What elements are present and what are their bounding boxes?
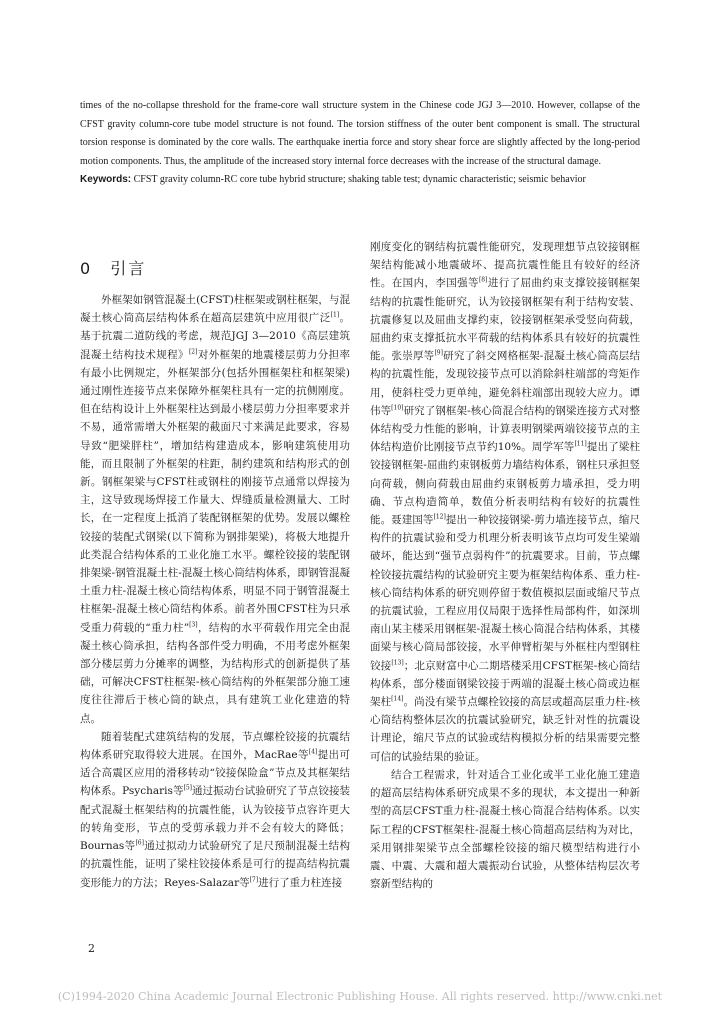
abstract bbox=[80, 97, 640, 190]
section-title: 引言 bbox=[110, 259, 147, 278]
left-column bbox=[80, 291, 350, 892]
section-heading bbox=[80, 256, 146, 279]
section-number: 0 bbox=[80, 259, 93, 278]
paragraph: 随着装配式建筑结构的发展，节点螺栓铰接的抗震结构体系研究取得较大进展。在国外，MacRae等[4]提出可适合高震区应用的滑移转动“铰接保险盒”节点及其框架结构体系。Psycharis等[5]通过振动台试验研究了节点铰接装配式混凝土框架结构的抗震性能，认为铰接节点容许更大的转角变形，节点的受剪承载力并不会有较大的降低；Bournas等[6]通过拟动力试验研究了足尺预制混凝土结构的抗震性能，证明了梁柱铰接体系是可行的提高结构抗震变形能力的方法；Reyes-Salazar等[7]进行了重力柱连接 bbox=[80, 730, 351, 889]
keywords-label: Keywords: bbox=[80, 174, 132, 186]
paragraph: 外框架如钢管混凝土(CFST)柱框架或钢柱框架，与混凝土核心筒高层结构体系在超高层建筑中应用很广泛[1]。基于抗震二道防线的考虑，规范JGJ 3—2010《高层建筑混凝土结构技术规程》[2]对外框架的地震楼层剪力分担率有最小比例规定，外框架部分(包括外围框架柱和框架梁)通过刚性连接节点来保障外框架柱具有一定的抗侧刚度。但在结构设计上外框架柱达到最小楼层剪力分担率要求并不易，通常需增大外框架的截面尺寸来满足此要求，容易导致“肥梁胖柱”，增加结构建造成本，影响建筑使用功能，而且限制了外框架的柱距，制约建筑和结构形式的创新。钢框架梁与CFST柱或钢柱的刚接节点通常以焊接为主，这导致现场焊接工作量大、焊缝质量检测量大、工时长，在一定程度上抵消了装配钢框架的优势。发展以螺栓铰接的装配式钢梁(以下简称为钢排架梁)，将极大地提升此类混合结构体系的工业化施工水平。螺栓铰接的装配钢排架梁-钢管混凝土柱-混凝土核心筒结构体系，即钢管混凝土重力柱-混凝土核心筒结构体系，明显不同于钢管混凝土柱框架-混凝土核心筒结构体系。前者外围CFST柱为只承受重力荷载的“重力柱”[3]，结构的水平荷载作用完全由混凝土核心筒承担，结构各部件受力明确，不用考虑外框架部分楼层剪力分摊率的调整，为结构形式的创新提供了基础，可解决CFST柱框架-核心筒结构的外框架部分施工速度往往滞后于核心筒的缺点，具有建筑工业化建造的特点。 bbox=[80, 294, 351, 725]
citation[interactable]: [6] bbox=[135, 839, 144, 847]
citation[interactable]: [14] bbox=[391, 695, 404, 703]
citation[interactable]: [5] bbox=[183, 784, 192, 792]
citation[interactable]: [9] bbox=[434, 349, 443, 357]
citation[interactable]: [3] bbox=[189, 621, 198, 629]
paragraph: 刚度变化的钢结构抗震性能研究，发现理想节点铰接钢框架结构能减小地震破坏、提高抗震性能且有较好的经济性。在国内，李国强等[8]进行了屈曲约束支撑铰接钢框架结构的抗震性能研究，认为铰接钢框架有利于结构安装、抗震修复以及屈曲支撑约束，铰接钢框架承受竖向荷载，屈曲约束支撑抵抗水平荷载的结构体系具有较好的抗震性能。张崇厚等[9]研究了斜交网格框架-混凝土核心筒高层结构的抗震性能，发现铰接节点可以消除斜柱端部的弯矩作用，使斜柱受力更单纯，避免斜柱端部出现较大应力。谭伟等[10]研究了钢框架-核心筒混合结构的钢梁连接方式对整体结构受力性能的影响，计算表明钢梁两端铰接节点的主体结构造价比刚接节点节约10%。周学军等[11]提出了梁柱铰接钢框架-屈曲约束钢板剪力墙结构体系，钢柱只承担竖向荷载，侧向荷载由屈曲约束钢板剪力墙承担，受力明确、节点构造简单，数值分析表明结构有较好的抗震性能。聂建国等[12]提出一种铰接钢梁-剪力墙连接节点，缩尺构件的抗震试验和受力机理分析表明该节点均可发生梁端破坏，能达到“强节点弱构件”的抗震要求。目前，节点螺栓铰接抗震结构的试验研究主要为框架结构体系、重力柱-核心筒结构体系的研究则停留于数值模拟层面或缩尺节点的抗震试验，工程应用仅局限于选择性局部构件，如深圳南山某主楼采用钢框架-混凝土核心筒混合结构体系，其楼面梁与核心筒局部铰接，水平伸臂桁架与外框柱内型钢柱铰接[13]；北京财富中心二期塔楼采用CFST框架-核心筒结构体系，部分楼面钢梁铰接于两端的混凝土核心筒或边框架柱[14]。尚没有梁节点螺栓铰接的高层或超高层重力柱-核心筒结构整体层次的抗震试验研究，缺乏针对性的抗震设计理论，缩尺节点的试验或结构模拟分析的结果需要完整可信的试验结果的验证。 bbox=[370, 241, 641, 763]
citation[interactable]: [7] bbox=[249, 876, 259, 883]
page-number: 2 bbox=[88, 942, 95, 955]
abstract-text: times of the no-collapse threshold for the frame-core wall structure system in the Chinese code JGJ 3—2010. However, collapse of the CFST gravity column-core tube model structure is not found. The torsion stiffness of the outer bent component is small. The structural torsion response is dominated by the core walls. The earthquake inertia force and story shear force are slightly affected by the long-period motion components. Thus, the amplitude of the increased story internal force decreases with the increase of the structural damage. bbox=[80, 100, 640, 167]
paragraph: 结合工程需求，针对适合工业化或半工业化施工建造的超高层结构体系研究成果不多的现状，本文提出一种新型的高层CFST重力柱-混凝土核心筒混合结构体系。以实际工程的CFST框架柱-混凝土核心筒超高层结构为对比，采用钢排架梁节点全部螺栓铰接的缩尺模型结构进行小震、中震、大震和超大震振动台试验，从整体结构层次考察新型结构的 bbox=[370, 768, 640, 891]
citation[interactable]: [8] bbox=[478, 276, 488, 284]
keywords bbox=[80, 171, 640, 190]
keywords-text: CFST gravity column-RC core tube hybrid structure; shaking table test; dynamic characteristic; seismic behavior bbox=[133, 174, 586, 186]
citation[interactable]: [10] bbox=[391, 404, 404, 412]
citation[interactable]: [11] bbox=[574, 440, 587, 448]
citation[interactable]: [2] bbox=[188, 348, 198, 356]
copyright-footer: (C)1994-2020 China Academic Journal Electronic Publishing House. All rights reserved. http://www.cnki.net bbox=[57, 990, 663, 1003]
right-column bbox=[370, 238, 640, 893]
citation[interactable]: [13] bbox=[391, 659, 404, 667]
citation[interactable]: [1] bbox=[330, 311, 340, 319]
citation[interactable]: [12] bbox=[433, 513, 446, 521]
citation[interactable]: [4] bbox=[308, 748, 318, 756]
